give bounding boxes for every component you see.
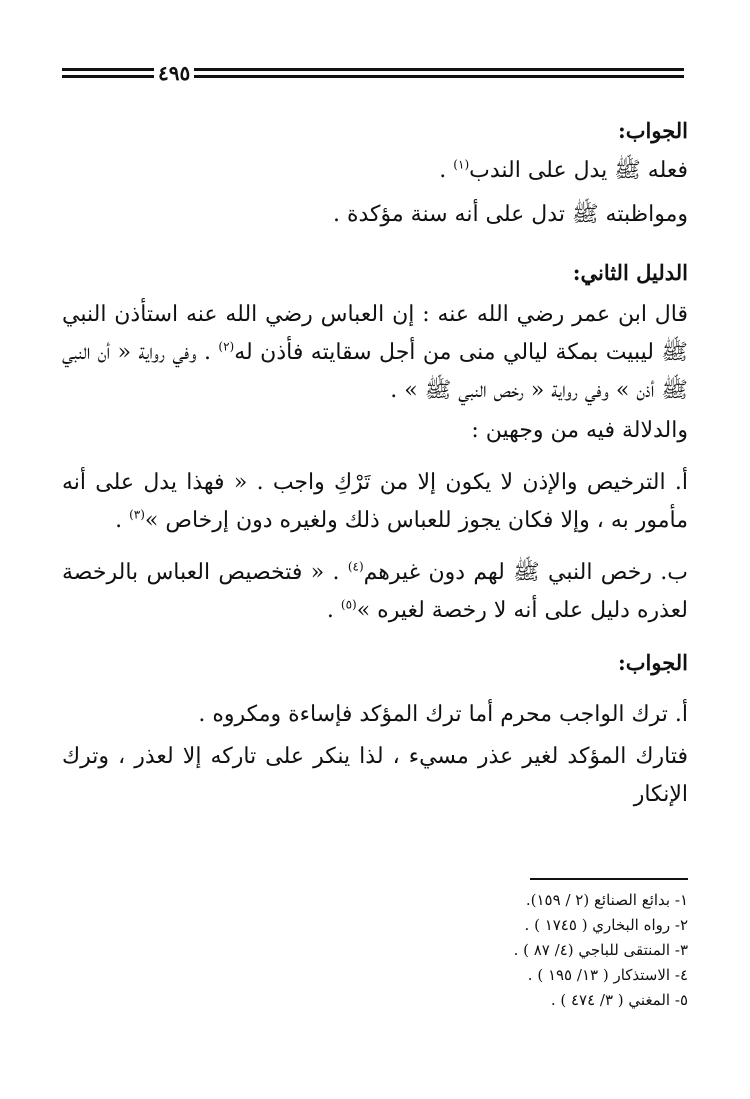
header-rule-right: [194, 68, 684, 78]
paragraph: قال ابن عمر رضي الله عنه : إن العباس رضي الله عنه استأذن النبي ﷺ ليبيت بمكة ليالي منى من أجل سقايته فأذن له$^{(٢)}$ . وفي رواية « أن النبي ﷺ أذن » وفي رواية « رخص النبي ﷺ » .: [62, 302, 688, 403]
page-header: [62, 60, 684, 86]
heading-answer-2: الجواب:: [618, 650, 688, 675]
paragraph: فتارك المؤكد لغير عذر مسيء ، لذا ينكر على تاركه إلا لعذر ، وترك الإنكار: [62, 744, 688, 807]
paragraph: فعله ﷺ يدل على الندب$^{(١)}$ .: [439, 157, 688, 183]
footnote: ٥- المغني ( ٣/ ٤٧٤ ) .: [550, 991, 688, 1009]
point-a-answer: أ. ترك الواجب محرم أما ترك المؤكد فإساءة ومكروه .: [198, 702, 688, 727]
footnotes: [62, 878, 688, 1013]
footnote: ٢- رواه البخاري ( ١٧٤٥ ) .: [524, 916, 688, 934]
footnote: ١- بدائع الصنائع (٢ / ١٥٩).: [525, 891, 688, 909]
footnote-ref: (٥): [340, 597, 357, 612]
footnote-ref: (٤): [347, 559, 364, 574]
point-a: أ. الترخيص والإذن لا يكون إلا من تَرْكِ واجب . « فهذا يدل على أنه مأمور به ، وإلا فكان يجوز للعباس ذلك ولغيره دون إرخاص »$^{(٣)}$ .: [62, 470, 688, 533]
paragraph: ومواظبته ﷺ تدل على أنه سنة مؤكدة .: [333, 202, 688, 227]
footnote: ٤- الاستذكار ( ١٣/ ١٩٥ ) .: [527, 966, 688, 984]
page-number: ٤٩٥: [158, 61, 191, 85]
paragraph: والدلالة فيه من وجهين :: [471, 418, 688, 443]
heading-answer-1: الجواب:: [618, 118, 688, 143]
footnote-ref: (٢): [218, 339, 235, 354]
point-b: ب. رخص النبي ﷺ لهم دون غيرهم$^{(٤)}$ . « فتخصيص العباس بالرخصة لعذره دليل على أنه لا رخصة لغيره »$^{(٥)}$ .: [62, 559, 688, 623]
main-text: [62, 112, 688, 814]
footnote-ref: (٣): [129, 507, 145, 522]
footnote-rule: [530, 878, 688, 880]
footnote: ٣- المنتقى للباجي (٤/ ٨٧ ) .: [513, 941, 688, 959]
footnote-ref: (١): [453, 157, 470, 172]
header-rule-left: [62, 68, 154, 78]
heading-second-evidence: الدليل الثاني:: [572, 260, 688, 285]
